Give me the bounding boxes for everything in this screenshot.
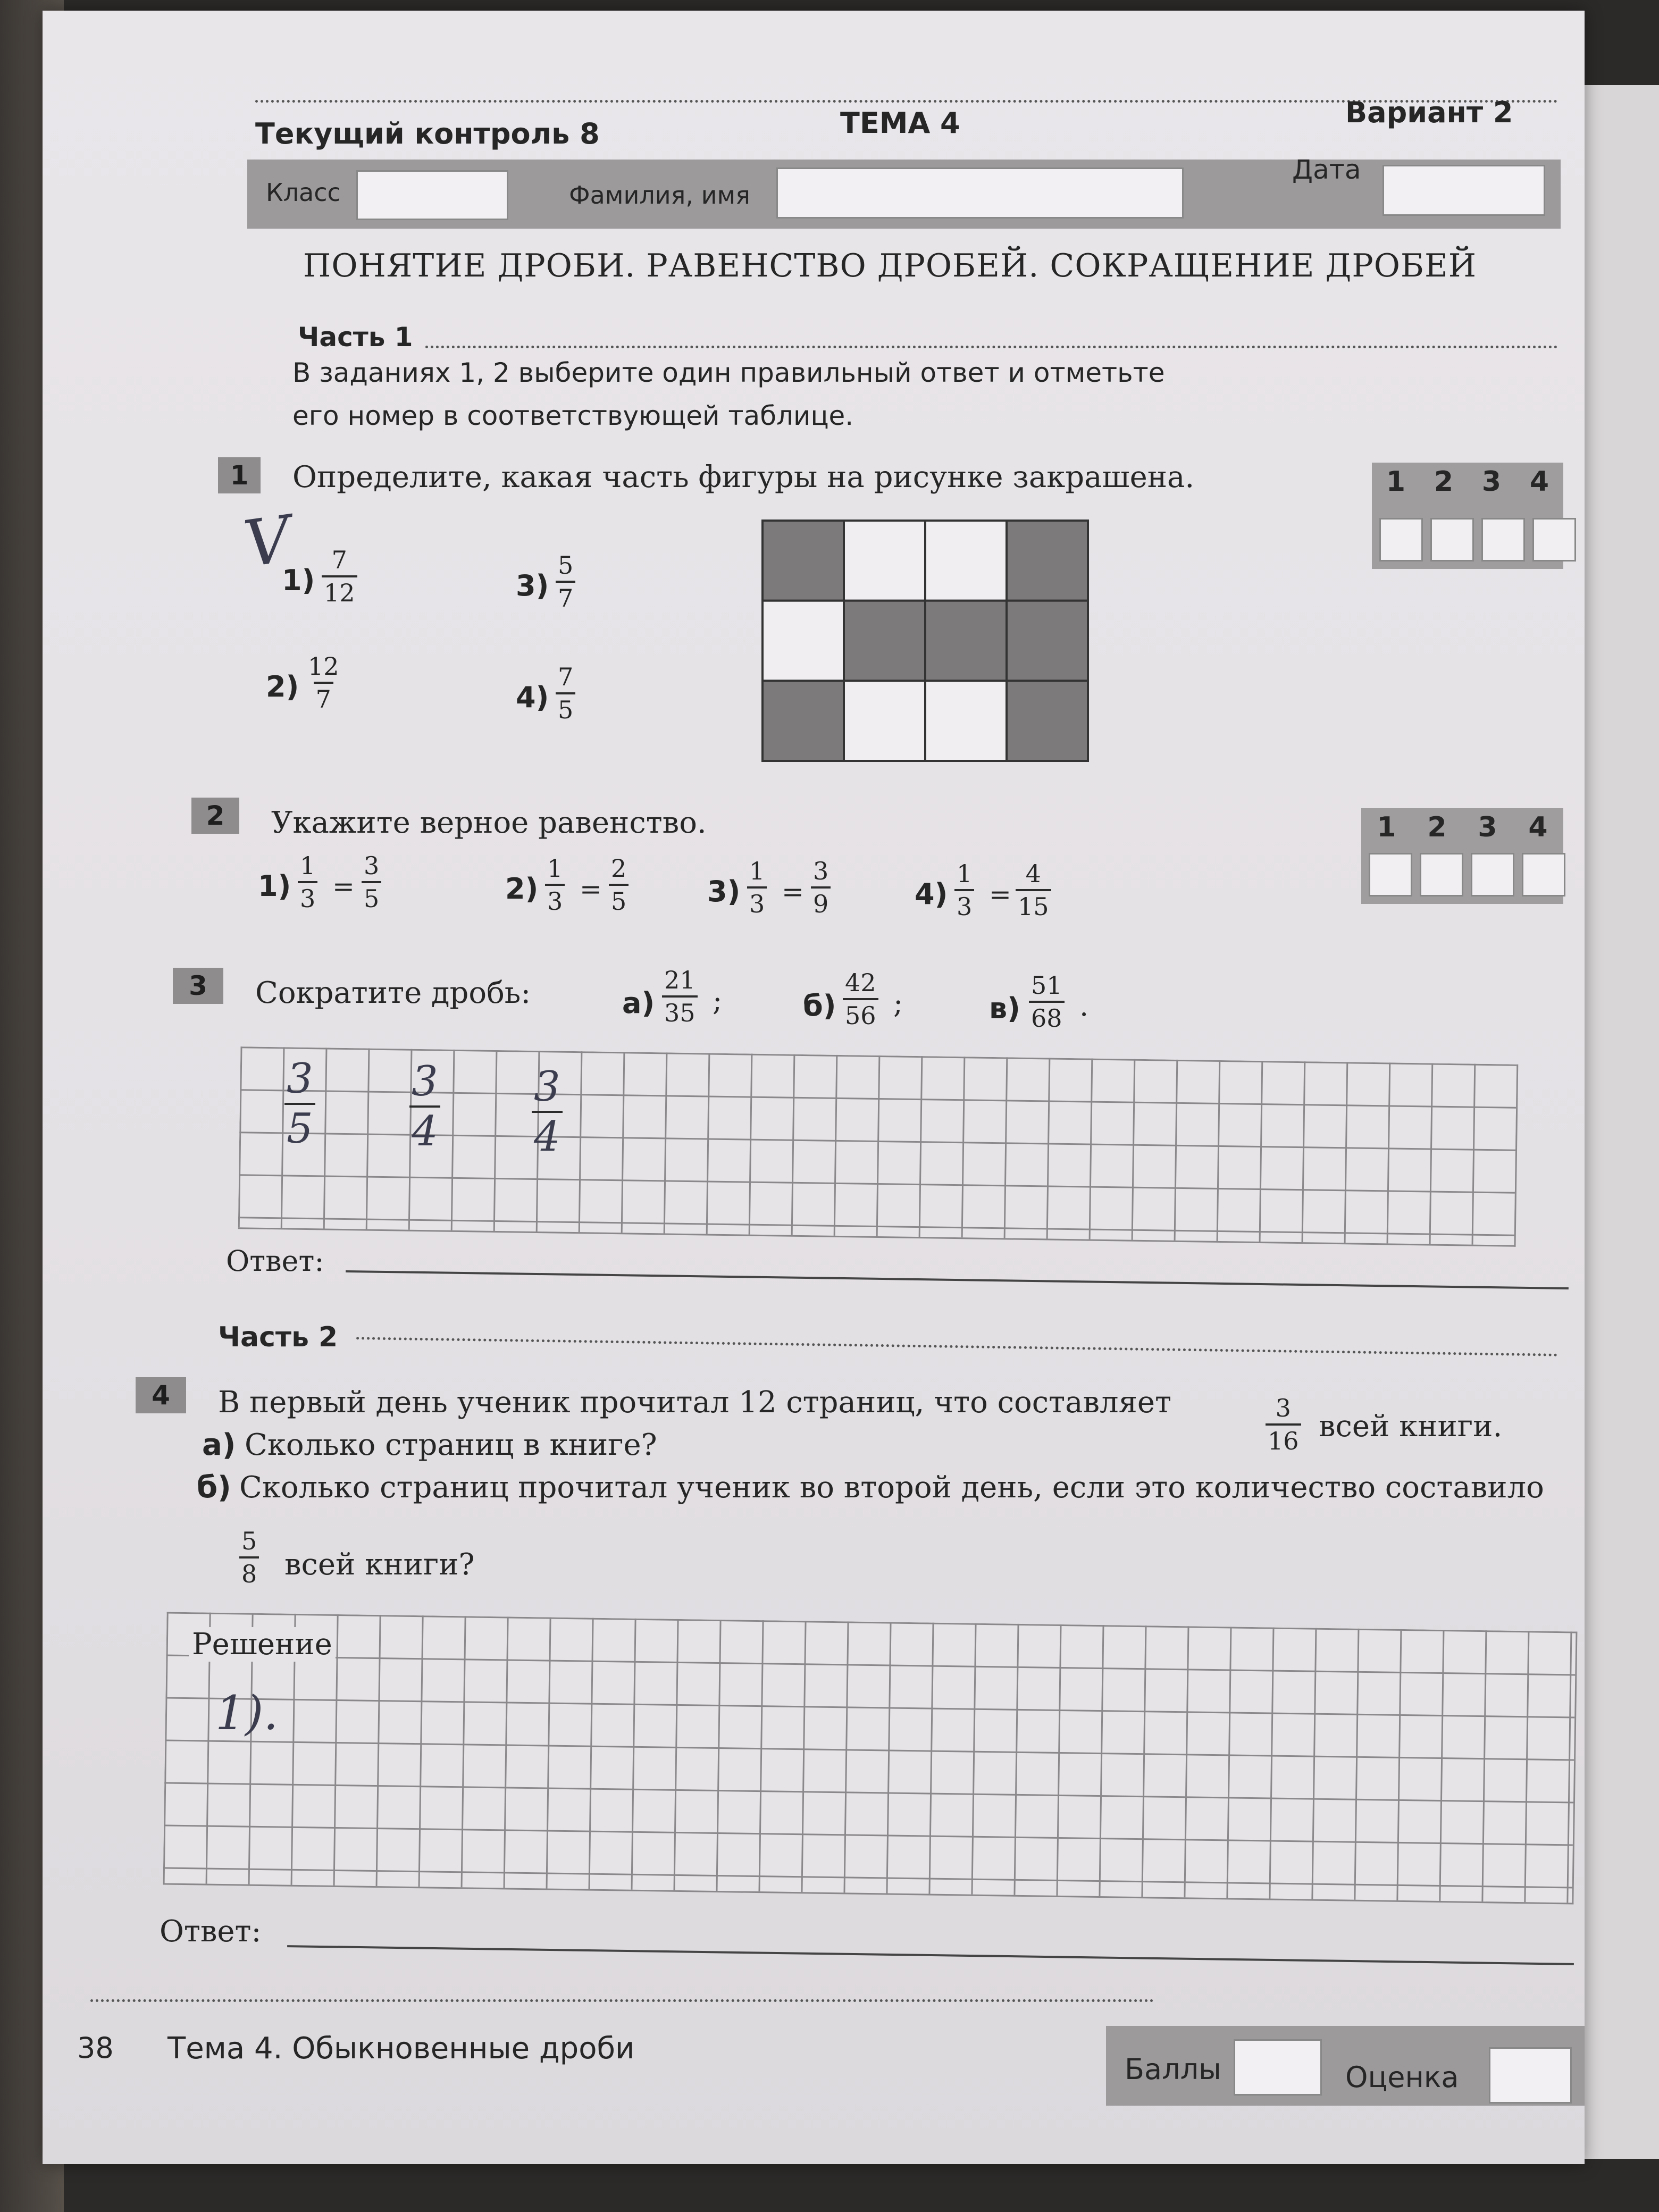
task3-answer-line[interactable] bbox=[346, 1270, 1569, 1289]
task1-option-3-fraction: $\frac{5}{7}$ bbox=[556, 553, 575, 610]
task2-option-4-left: $\frac{1}{3}$ bbox=[954, 861, 974, 919]
task4-b-text: Сколько страниц прочитал ученик во второй день, если это количество составило bbox=[239, 1470, 1544, 1505]
task1-answer-cell-3[interactable] bbox=[1481, 518, 1525, 562]
task2-answer-cell-2[interactable] bbox=[1420, 853, 1463, 896]
task1-option-4-fraction: $\frac{7}{5}$ bbox=[556, 665, 575, 722]
task1-digit-4: 4 bbox=[1529, 466, 1549, 498]
score-label: Баллы bbox=[1125, 2052, 1221, 2086]
task1-text: Определите, какая часть фигуры на рисунке закрашена. bbox=[292, 460, 1195, 495]
task4-line1-end: всей книги. bbox=[1319, 1409, 1503, 1444]
task4-fraction: $\frac{3}{16}$ bbox=[1266, 1396, 1301, 1453]
page-number: 38 bbox=[77, 2031, 114, 2065]
grade-label: Оценка bbox=[1345, 2060, 1459, 2094]
task2-digit-3: 3 bbox=[1478, 811, 1497, 843]
figure-cell-2-1 bbox=[844, 681, 925, 761]
task2-option-3-label[interactable]: 3) bbox=[707, 875, 741, 908]
task2-digit-4: 4 bbox=[1528, 811, 1548, 843]
task3-item-b-label: б) bbox=[803, 989, 836, 1023]
task2-digit-2: 2 bbox=[1427, 811, 1447, 843]
task1-option-4-label[interactable]: 4) bbox=[516, 681, 549, 714]
figure-cell-0-2 bbox=[925, 521, 1007, 601]
figure-cell-1-2 bbox=[925, 601, 1007, 681]
task4-answer-label: Ответ: bbox=[160, 1914, 262, 1949]
task2-option-1-right: $\frac{3}{5}$ bbox=[362, 853, 381, 911]
task2-answer-cell-3[interactable] bbox=[1471, 853, 1514, 896]
figure-cell-1-3 bbox=[1007, 601, 1088, 681]
task2-option-1-left: $\frac{1}{3}$ bbox=[298, 853, 317, 911]
task1-digit-2: 2 bbox=[1434, 466, 1454, 498]
task2-answer-table bbox=[1361, 808, 1563, 904]
task2-option-2-left: $\frac{1}{3}$ bbox=[545, 856, 565, 914]
task1-shaded-figure bbox=[760, 518, 1090, 763]
theme-label: ТЕМА 4 bbox=[840, 106, 960, 140]
task2-option-2-label[interactable]: 2) bbox=[505, 872, 539, 906]
task3-item-b-sep: ; bbox=[893, 986, 903, 1020]
task2-option-2-right: $\frac{2}{5}$ bbox=[609, 856, 629, 914]
worksheet-page bbox=[43, 11, 1585, 2164]
task3-number: 3 bbox=[173, 968, 223, 1004]
task1-option-3-label[interactable]: 3) bbox=[516, 569, 549, 602]
task4-line1: В первый день ученик прочитал 12 страниц, что составляет bbox=[218, 1385, 1172, 1420]
figure-cell-2-0 bbox=[763, 681, 844, 761]
task1-option-1-label[interactable]: 1) bbox=[282, 564, 315, 597]
task2-digit-1: 1 bbox=[1377, 811, 1396, 843]
task4-answer-line[interactable] bbox=[287, 1945, 1574, 1965]
task4-solution-grid[interactable] bbox=[163, 1612, 1578, 1905]
figure-cell-1-0 bbox=[763, 601, 844, 681]
task3-item-c-fraction: $\frac{51}{68}$ bbox=[1029, 973, 1065, 1030]
task1-option-2-fraction: $\frac{12}{7}$ bbox=[308, 652, 339, 714]
task3-item-a-label: а) bbox=[622, 986, 655, 1020]
task3-item-c-sep: . bbox=[1079, 989, 1089, 1023]
task3-answer-label: Ответ: bbox=[226, 1244, 324, 1278]
figure-cell-2-2 bbox=[925, 681, 1007, 761]
task1-option-1-fraction: $\frac{7}{12}$ bbox=[322, 548, 357, 605]
task2-option-4-equals: = bbox=[989, 879, 1011, 910]
variant-label: Вариант 2 bbox=[1345, 96, 1513, 129]
task3-handwritten-c: $\frac{3}{4}$ bbox=[532, 1066, 563, 1158]
task3-item-a-fraction: $\frac{21}{35}$ bbox=[662, 968, 698, 1025]
task3-item-c-label: в) bbox=[989, 992, 1020, 1025]
grade-field[interactable] bbox=[1489, 2047, 1572, 2104]
part1-dotted-line bbox=[425, 346, 1558, 348]
task4-solution-label: Решение bbox=[189, 1627, 336, 1662]
task1-digit-3: 3 bbox=[1481, 466, 1502, 498]
class-label: Класс bbox=[266, 178, 341, 207]
task1-answer-cell-2[interactable] bbox=[1430, 518, 1474, 562]
task2-option-4-label[interactable]: 4) bbox=[915, 877, 948, 911]
part2-dotted-line bbox=[356, 1337, 1558, 1356]
task2-answer-cell-4[interactable] bbox=[1522, 853, 1565, 896]
task2-option-2-equals: = bbox=[580, 874, 602, 904]
main-title: ПОНЯТИЕ ДРОБИ. РАВЕНСТВО ДРОБЕЙ. СОКРАЩЕНИЕ ДРОБЕЙ bbox=[303, 247, 1477, 284]
task4-number: 4 bbox=[136, 1377, 186, 1413]
date-field[interactable] bbox=[1382, 165, 1545, 216]
task1-option-2-label[interactable]: 2) bbox=[266, 670, 299, 703]
task4-b-fraction: $\frac{5}{8}$ bbox=[239, 1529, 259, 1586]
part1-instruction-line2: его номер в соответствующей таблице. bbox=[292, 400, 854, 431]
task3-item-a-sep: ; bbox=[713, 984, 723, 1017]
task1-handwritten-check: V bbox=[239, 502, 296, 582]
task4-b-end: всей книги? bbox=[284, 1547, 475, 1582]
next-page-edge bbox=[1585, 85, 1659, 2159]
task1-answer-table bbox=[1372, 463, 1563, 569]
task1-digit-1: 1 bbox=[1386, 466, 1406, 498]
name-label: Фамилия, имя bbox=[569, 181, 750, 210]
figure-cell-2-3 bbox=[1007, 681, 1088, 761]
task2-answer-cell-1[interactable] bbox=[1369, 853, 1412, 896]
task4-a-text: Сколько страниц в книге? bbox=[245, 1428, 657, 1462]
score-field[interactable] bbox=[1234, 2039, 1322, 2096]
task2-number: 2 bbox=[191, 798, 239, 834]
task3-text: Сократите дробь: bbox=[255, 976, 531, 1010]
figure-cell-0-0 bbox=[763, 521, 844, 601]
part2-label: Часть 2 bbox=[218, 1321, 338, 1353]
figure-cell-1-1 bbox=[844, 601, 925, 681]
task3-handwritten-a: $\frac{3}{5}$ bbox=[284, 1058, 315, 1150]
task2-option-3-left: $\frac{1}{3}$ bbox=[747, 859, 767, 916]
task2-option-3-right: $\frac{3}{9}$ bbox=[811, 859, 831, 916]
class-field[interactable] bbox=[356, 170, 508, 220]
task4-handwritten-step: 1). bbox=[215, 1686, 279, 1740]
task3-handwritten-b: $\frac{3}{4}$ bbox=[409, 1061, 440, 1152]
figure-cell-0-1 bbox=[844, 521, 925, 601]
task3-item-b-fraction: $\frac{42}{56}$ bbox=[843, 970, 878, 1028]
date-label: Дата bbox=[1292, 154, 1361, 185]
name-field[interactable] bbox=[776, 167, 1184, 219]
footer-topic: Тема 4. Обыкновенные дроби bbox=[167, 2031, 635, 2066]
task2-option-4-right: $\frac{4}{15}$ bbox=[1016, 861, 1051, 919]
task4-b-label: б) bbox=[197, 1470, 231, 1505]
task1-number: 1 bbox=[218, 457, 261, 493]
task1-answer-cell-4[interactable] bbox=[1532, 518, 1576, 562]
control-title: Текущий контроль 8 bbox=[255, 117, 600, 150]
footer-dotted-line bbox=[90, 1999, 1154, 2002]
task2-text: Укажите верное равенство. bbox=[271, 806, 707, 840]
figure-cell-0-3 bbox=[1007, 521, 1088, 601]
task1-answer-cell-1[interactable] bbox=[1379, 518, 1423, 562]
part1-label: Часть 1 bbox=[298, 322, 413, 353]
task2-option-3-equals: = bbox=[782, 876, 804, 907]
task2-option-1-label[interactable]: 1) bbox=[258, 869, 291, 903]
part1-instruction-line1: В заданиях 1, 2 выберите один правильный ответ и отметьте bbox=[292, 357, 1165, 388]
task2-option-1-equals: = bbox=[332, 871, 355, 902]
task4-a-label: а) bbox=[202, 1428, 236, 1462]
